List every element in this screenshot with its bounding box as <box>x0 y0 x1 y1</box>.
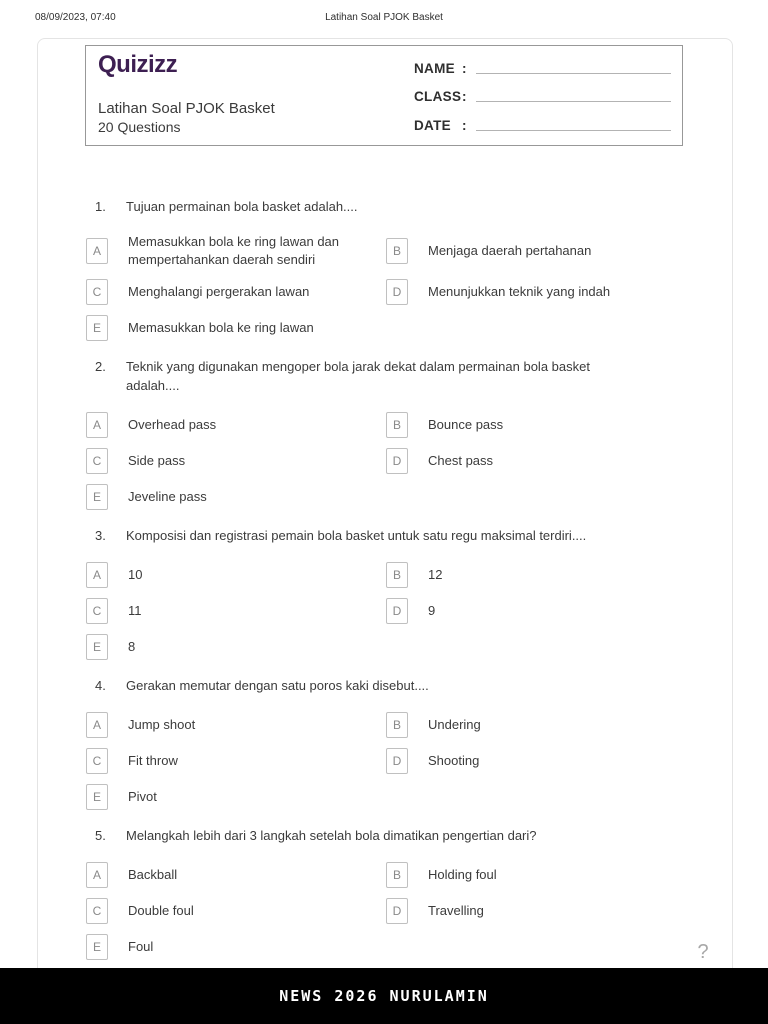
footer-bar <box>0 968 768 1024</box>
answer-option <box>386 712 702 738</box>
answer-option <box>86 448 386 474</box>
question-number: 3. <box>95 528 106 543</box>
question-text: Komposisi dan registrasi pemain bola basket untuk satu regu maksimal terdiri.... <box>126 528 587 543</box>
option-letter-box: A <box>86 712 108 738</box>
question-text: Gerakan memutar dengan satu poros kaki disebut.... <box>126 678 429 693</box>
date-field-colon: : <box>462 117 467 133</box>
answer-option <box>86 233 386 269</box>
option-letter-box: B <box>386 562 408 588</box>
answer-option <box>386 448 702 474</box>
option-text: Shooting <box>428 753 480 768</box>
option-text: 11 <box>128 603 142 618</box>
option-letter-box: A <box>86 412 108 438</box>
question-text: Teknik yang digunakan mengoper bola jarak dekat dalam permainan bola basket adalah.... <box>126 359 590 393</box>
option-letter-box: E <box>86 484 108 510</box>
option-letter-box: C <box>86 898 108 924</box>
question-block <box>86 197 702 341</box>
option-text: Backball <box>128 867 178 882</box>
answer-option <box>86 898 386 924</box>
name-field-blank-line <box>476 73 672 74</box>
browser-print-header <box>0 12 768 28</box>
question-block <box>86 526 702 660</box>
option-letter-box: D <box>386 448 408 474</box>
date-field-blank-line <box>476 130 672 131</box>
option-text: Foul <box>128 939 154 954</box>
options-grid <box>86 862 702 960</box>
answer-option <box>86 748 386 774</box>
quiz-meta <box>98 100 275 136</box>
answer-option <box>86 412 386 438</box>
option-letter-box: D <box>386 279 408 305</box>
option-letter-box: C <box>86 598 108 624</box>
answer-option <box>86 634 386 660</box>
option-text: 9 <box>428 603 436 618</box>
print-datetime: 08/09/2023, 07:40 <box>35 12 116 23</box>
answer-option <box>386 412 702 438</box>
footer-watermark-text: NEWS 2026 NURULAMIN <box>279 987 489 1005</box>
print-document-title: Latihan Soal PJOK Basket <box>325 12 443 23</box>
option-letter-box: C <box>86 279 108 305</box>
date-field-label: DATE <box>414 117 451 133</box>
question-text: Melangkah lebih dari 3 langkah setelah bola dimatikan pengertian dari? <box>126 828 537 843</box>
question-block <box>86 676 702 810</box>
name-field-label: NAME <box>414 60 455 76</box>
question-heading <box>86 197 702 216</box>
option-letter-box: B <box>386 712 408 738</box>
option-letter-box: B <box>386 862 408 888</box>
option-text: 8 <box>128 639 136 654</box>
questions-list <box>86 197 702 976</box>
option-text: Travelling <box>428 903 484 918</box>
answer-option <box>386 279 702 305</box>
option-text: 10 <box>128 567 143 582</box>
class-field-label: CLASS <box>414 89 462 104</box>
option-text: Jump shoot <box>128 717 196 732</box>
student-info-fields <box>414 49 671 135</box>
answer-option <box>86 562 386 588</box>
option-letter-box: D <box>386 598 408 624</box>
option-text: Menunjukkan teknik yang indah <box>428 284 611 299</box>
answer-option <box>86 934 386 960</box>
question-text: Tujuan permainan bola basket adalah.... <box>126 199 358 214</box>
option-text: Fit throw <box>128 753 178 768</box>
option-text: Menjaga daerah pertahanan <box>428 243 592 258</box>
quiz-title: Latihan Soal PJOK Basket <box>98 99 275 117</box>
question-heading <box>86 826 702 845</box>
option-letter-box: E <box>86 315 108 341</box>
option-letter-box: B <box>386 238 408 264</box>
answer-option <box>386 598 702 624</box>
date-field-row <box>414 106 671 135</box>
name-field-row <box>414 49 671 78</box>
option-letter-box: C <box>86 748 108 774</box>
option-text: Overhead pass <box>128 417 217 432</box>
answer-option <box>86 598 386 624</box>
option-letter-box: D <box>386 748 408 774</box>
option-text: Side pass <box>128 453 186 468</box>
options-grid <box>86 233 702 341</box>
answer-option <box>386 862 702 888</box>
option-letter-box: A <box>86 238 108 264</box>
question-heading <box>86 526 702 545</box>
option-text: Pivot <box>128 789 157 804</box>
quizizz-logo: Quizizz <box>98 51 178 78</box>
option-letter-box: D <box>386 898 408 924</box>
quiz-question-count: 20 Questions <box>98 118 181 135</box>
answer-option <box>86 712 386 738</box>
option-letter-box: E <box>86 784 108 810</box>
answer-option <box>386 233 702 269</box>
answer-option <box>386 562 702 588</box>
option-text: 12 <box>428 567 443 582</box>
options-grid <box>86 412 702 510</box>
option-text: Menghalangi pergerakan lawan <box>128 284 310 299</box>
option-letter-box: B <box>386 412 408 438</box>
option-letter-box: E <box>86 634 108 660</box>
option-text: Double foul <box>128 903 194 918</box>
answer-option <box>86 484 386 510</box>
option-text: Bounce pass <box>428 417 504 432</box>
answer-option <box>386 898 702 924</box>
question-number: 1. <box>95 199 106 214</box>
question-number: 2. <box>95 359 106 374</box>
option-letter-box: E <box>86 934 108 960</box>
class-field-colon: : <box>462 89 467 104</box>
answer-option <box>386 748 702 774</box>
question-block <box>86 826 702 960</box>
options-grid <box>86 712 702 810</box>
name-field-colon: : <box>462 60 467 76</box>
answer-option <box>86 315 386 341</box>
class-field-row <box>414 78 671 107</box>
answer-option <box>86 862 386 888</box>
class-field-blank-line <box>476 101 672 102</box>
options-grid <box>86 562 702 660</box>
option-letter-box: A <box>86 562 108 588</box>
option-text: Jeveline pass <box>128 489 207 504</box>
question-number: 5. <box>95 828 106 843</box>
answer-option <box>86 784 386 810</box>
option-text: Memasukkan bola ke ring lawan <box>128 320 314 335</box>
option-letter-box: C <box>86 448 108 474</box>
answer-option <box>86 279 386 305</box>
question-number: 4. <box>95 678 106 693</box>
option-letter-box: A <box>86 862 108 888</box>
option-text: Holding foul <box>428 867 497 882</box>
option-text: Chest pass <box>428 453 494 468</box>
question-block <box>86 357 702 510</box>
help-question-mark-icon[interactable]: ? <box>697 941 709 963</box>
question-heading <box>86 676 702 695</box>
option-text: Memasukkan bola ke ring lawan dan mempertahankan daerah sendiri <box>128 234 340 267</box>
quiz-header-box <box>85 45 683 146</box>
question-heading <box>86 357 702 395</box>
option-text: Undering <box>428 717 481 732</box>
